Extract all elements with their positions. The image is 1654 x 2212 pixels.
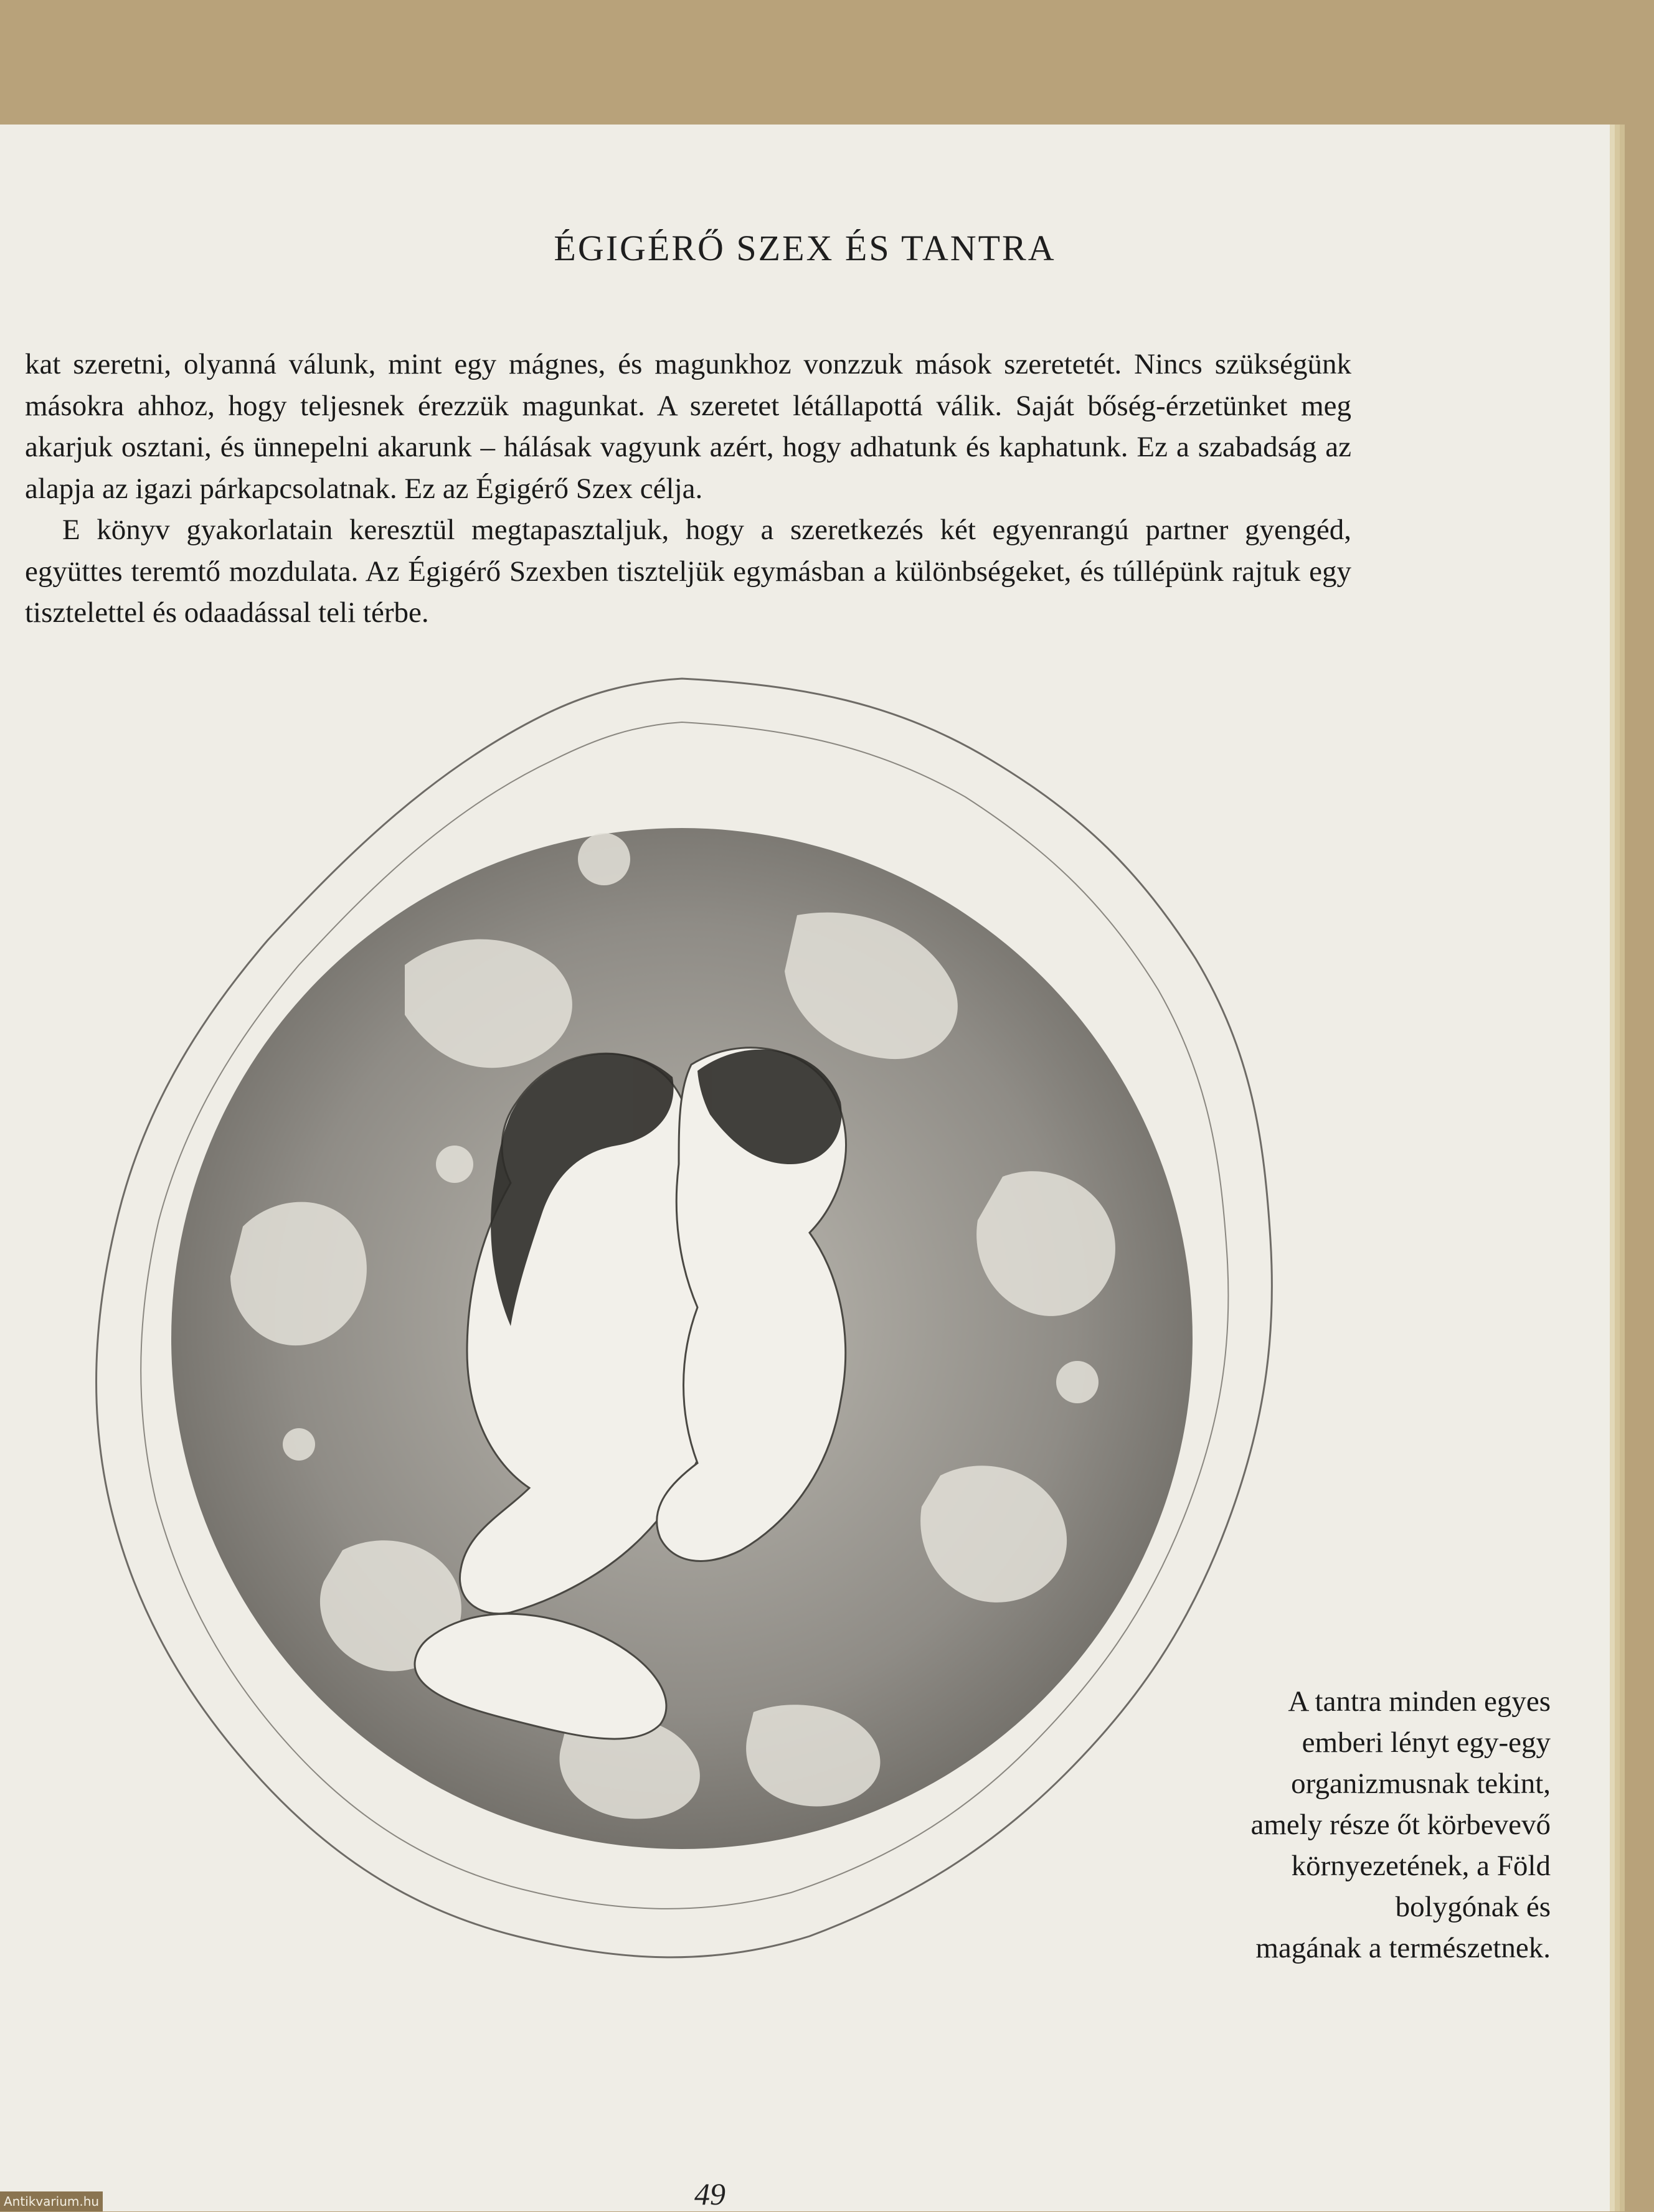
illustration-caption xyxy=(1133,1681,1551,1969)
page-number: 49 xyxy=(694,2177,725,2211)
earth-embrace-illustration xyxy=(81,666,1283,2086)
caption-line: bolygónak és xyxy=(1395,1891,1551,1923)
caption-line: környezetének, a Föld xyxy=(1291,1850,1551,1882)
paragraph-1: kat szeretni, olyanná válunk, mint egy mágnes, és magunkhoz vonzzuk mások szeretetét. Nincs szükségünk másokra ahhoz, hogy teljesnek érezzük magunkat. A szeretet létállapottá válik. Saját bőség-érzetünket meg akarjuk osztani, és ünnepelni akarunk – hálásak vagyunk azért, hogy adhatunk és kaphatunk. Ez a szabadság az alapja az igazi párkapcsolatnak. Ez az Égigérő Szex célja. xyxy=(25,348,1351,505)
caption-line: emberi lényt egy-egy xyxy=(1302,1726,1551,1759)
caption-line: organizmusnak tekint, xyxy=(1291,1767,1551,1800)
watermark-logo: Antikvarium.hu xyxy=(0,2191,103,2211)
caption-line: amely része őt körbevevő xyxy=(1250,1809,1551,1841)
body-text xyxy=(25,344,1351,634)
paragraph-2: E könyv gyakorlatain keresztül megtapasztaljuk, hogy a szeretkezés két egyenrangú partner gyengéd, együttes teremtő mozdulata. Az Égigérő Szexben tiszteljük egymásban a különbségeket, és túllépünk rajtuk egy tisztelettel és odaadással teli térbe. xyxy=(25,514,1351,629)
caption-line: magának a természetnek. xyxy=(1255,1932,1551,1964)
page-title: ÉGIGÉRŐ SZEX ÉS TANTRA xyxy=(554,228,1056,268)
caption-line: A tantra minden egyes xyxy=(1288,1685,1551,1718)
book-page xyxy=(0,125,1610,2211)
